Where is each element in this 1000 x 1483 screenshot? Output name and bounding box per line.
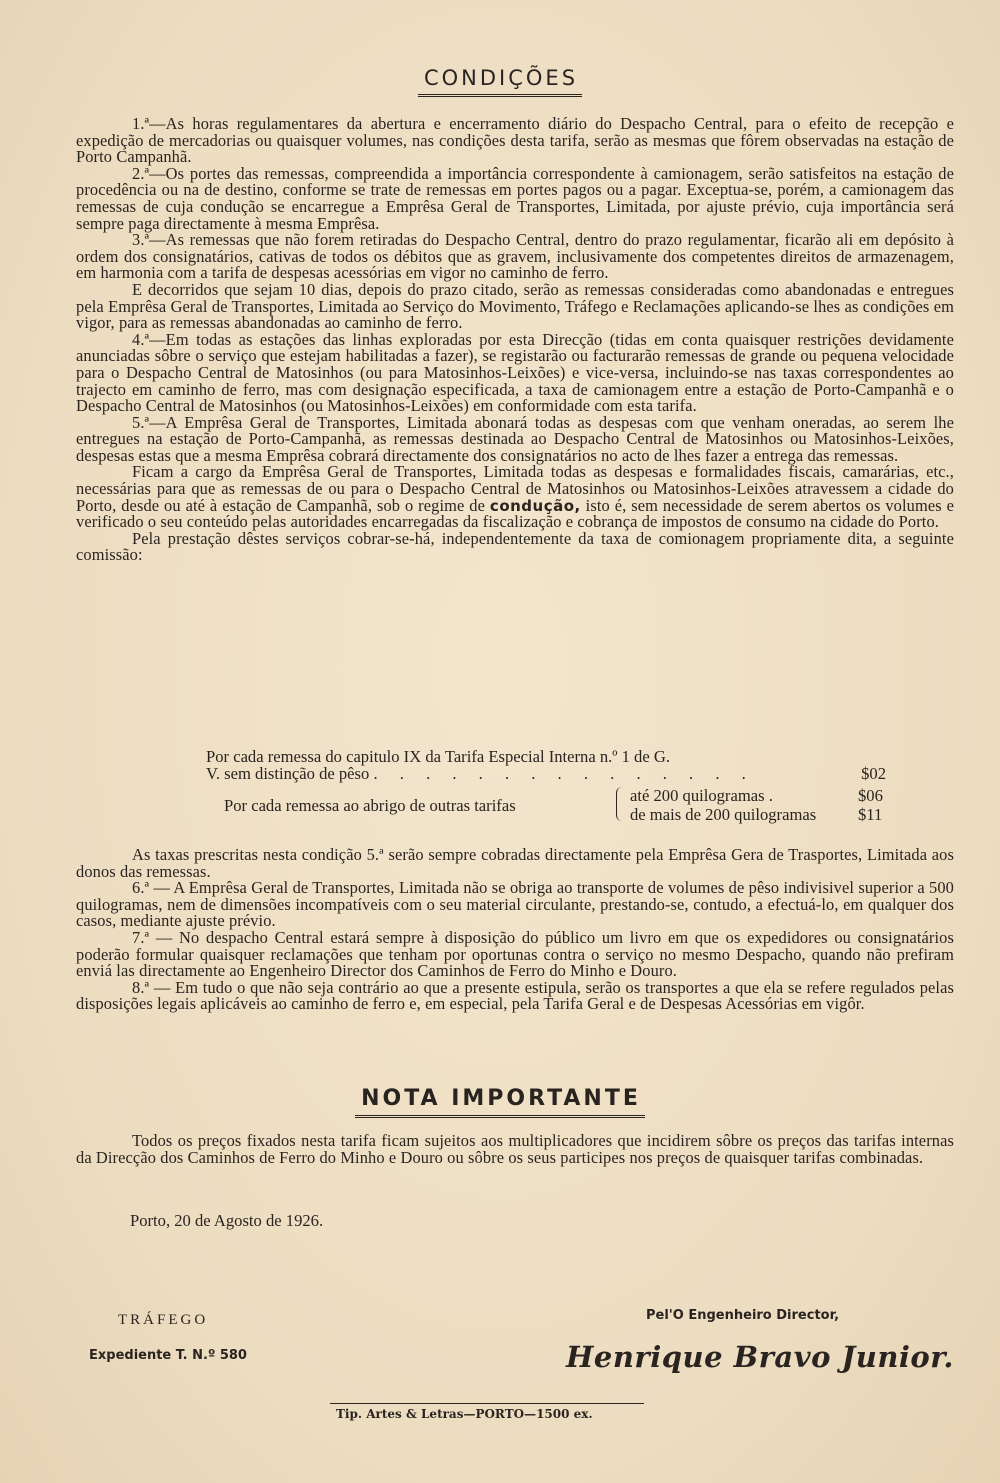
department-label: TRÁFEGO [118,1312,209,1328]
condition-7: 7.ª — No despacho Central estará sempre à disposição do público um livro em que os expedidores ou consignatários poderão formular quaisquer reclamações que tenham por oportunas contra o serviço no mesmo Despacho, quando não prefiram enviá las directamente ao Engenheiro Director dos Caminhos de Ferro do Minho e Douro. [76,927,954,981]
condition-4: 4.ª—Em todas as estações das linhas exploradas por esta Direcção (tidas em conta quaisquer restrições devidamente anunciadas sôbre o serviço que estejam habilitadas a fazer), se registarão ou facturarão remessas de grande ou pequena velocidade para o Despacho Central de Matosinhos (ou para Matosinhos-Leixões) e vice-versa, incluindo-se nas taxas correspondentes ao trajecto em caminho de ferro, mas com designação especificada, a taxa de camionagem entre a estação de Porto-Campanhã e o Despacho Central de Matosinhos (ou Matosinhos-Leixões) em conformidade com esta tarifa. [76,329,954,416]
condition-3-continued: E decorridos que sejam 10 dias, depois do prazo citado, serão as remessas consideradas como abandonadas e entregues pela Emprêsa Geral de Transportes, Limitada ao Serviço do Movimento, Tráfego e Reclamações aplicando-se lhes as condições em vigor, para as remessas abandonadas ao caminho de ferro. [76,279,954,333]
condition-8: 8.ª — Em tudo o que não seja contrário ao que a presente estipula, serão os transportes a que ela se refere regulados pelas disposições legais aplicáveis ao caminho de ferro e, em especial, pela Tarifa Geral e de Despesas Acessórias em vigôr. [76,977,954,1014]
brace-symbol [616,787,625,821]
fee-label-weight: V. sem distinção de pêso [206,764,370,783]
fee-row-chapter-ix-line1 [206,748,896,765]
condition-6: 6.ª — A Emprêsa Geral de Transportes, Limitada não se obriga ao transporte de volumes de pêso indivisivel superior a 500 quilogramas, nem de dimensões incompatíveis com o seu material circulante, prestando-se, contudo, a efectuá-lo, em qualquer dos casos, mediante ajuste prévio. [76,878,954,931]
nota-importante-text [76,1133,954,1166]
fee-amount-06: $06 [858,786,883,805]
leader-dots: . . . . . . . . . . . . . . . [373,764,755,783]
condition-5-fiscal [76,464,954,530]
conditions-section-2 [76,847,954,1013]
signatory-title: Pel'O Engenheiro Director, [646,1308,840,1323]
heading-condicoes: CONDIÇÕES [0,66,1000,97]
condition-3: 3.ª—As remessas que não forem retiradas do Despacho Central, dentro do prazo regulamentar, ficarão ali em depósito à ordem dos consignatários, cativas de todos os débitos que as gravem, inclusivamente dos competentes direitos de armazenagem, em harmonia com a tarifa de despesas acessórias em vigor no caminho de ferro. [76,230,954,283]
fee-sub-over-200 [630,805,883,824]
fee-sub-label-1: até 200 quilogramas . [630,786,773,805]
fee-amount-11: $11 [858,805,883,824]
date-line: Porto, 20 de Agosto de 1926. [130,1211,324,1230]
nota-paragraph: Todos os preços fixados nesta tarifa ficam sujeitos aos multiplicadores que incidirem sôbre os preços das tarifas internas da Direcção dos Caminhos de Ferro do Minho e Douro ou sôbre os seus participes nos preços de quaisquer tarifas combinadas. [76,1131,954,1167]
fiscal-text-tail: isto é, sem necessidade de serem abertos os volumes e verificado o seu conteúdo pelas autoridades encarregadas da fiscalização e cobrança de impostos de consumo na cidade do Porto. [76,495,955,532]
conducao-word: condução, [489,496,581,515]
fee-sub-up-to-200 [630,786,883,805]
fee-sub-label-2: de mais de 200 quilogramas [630,805,817,824]
condition-1: 1.ª—As horas regulamentares da abertura e encerramento diário do Despacho Central, para o efeito de recepção e expedição de mercadorias ou quaisquer volumes, nas condições desta tarifa, serão as mesmas que fôrem observadas na estação de Porto Campanhã. [76,114,954,167]
fee-label-other-tariffs: Por cada remessa ao abrigo de outras tarifas [224,796,516,815]
fee-amount-02: $02 [861,764,886,783]
fiscal-text: Ficam a cargo da Emprêsa Geral de Transportes, Limitada todas as despesas e formalidades fiscais, camarárias, etc., necessárias para que as remessas de ou para o Despacho Central de Matosinhos ou Matosinhos-Leixões atravessem a cidade do Porto, desde ou até à estação de Campanhã, sob o regime de [76,462,954,515]
condition-5: 5.ª—A Emprêsa Geral de Transportes, Limitada abonará todas as despesas com que venham oneradas, ao serem lhe entregues na estação de Porto-Campanhã, as remessas destinada ao Despacho Central de Matosinhos ou Matosinhos-Leixões, despesas estas que a mesma Emprêsa cobrará directamente dos consignatários no acto de lhes fazer a entrega das remessas. [76,412,954,465]
expediente-number: Expediente T. N.º 580 [89,1348,247,1363]
conditions-section-1 [76,116,954,564]
printer-rule [330,1403,644,1404]
condition-2: 2.ª—Os portes das remessas, compreendida a importância correspondente à camionagem, serão satisfeitos na estação de procedência ou na de destino, conforme se trate de remessas em portes pagos ou a pagar. Exceptua-se, porém, a camionagem das remessas de cuja condução se encarregue a Emprêsa Geral de Transportes, Limitada, por ajuste prévio, cuja importância será sempre paga directamente à mesma Emprêsa. [76,163,954,233]
fee-row-chapter-ix-line2 [206,765,896,782]
fee-label-chapter-ix: Por cada remessa do capitulo IX da Tarifa Especial Interna n.º 1 de G. [206,747,670,766]
heading-nota-importante: NOTA IMPORTANTE [0,1086,1000,1118]
commission-fee-table [206,748,896,823]
printer-imprint: Tip. Artes & Letras—PORTO—1500 ex. [336,1407,593,1421]
condition-5-commission: Pela prestação dêstes serviços cobrar-se-há, independentemente da taxa de comionagem propriamente dita, a seguinte comissão: [76,528,954,565]
fee-row-other-tariffs [206,787,896,823]
condition-5-taxes: As taxas prescritas nesta condição 5.ª serão sempre cobradas directamente pela Emprêsa Gera de Trasportes, Limitada aos donos das remessas. [76,845,954,881]
signature: Henrique Bravo Junior. [566,1340,954,1374]
